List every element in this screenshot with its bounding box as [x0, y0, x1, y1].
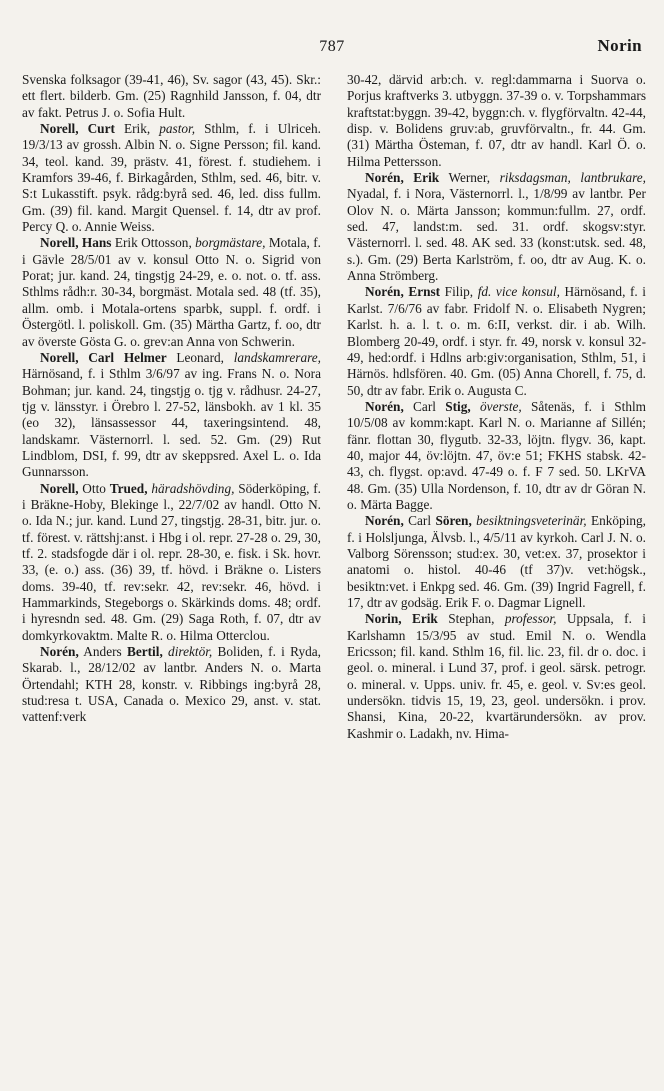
entry-headword: Stig, [445, 398, 471, 414]
page-number: 787 [319, 38, 345, 55]
entry-body-text: Härnösand, f. i Karlst. 7/6/76 av fabr. Fridolf N. o. Elisabeth Nygren; Karlst. h. a. l. t. o. m. 6:II, verkst. dir. i ab. Wilh. Blomberg 20-49, ordf. i styr. fr. 49, norsk v. konsul 32-49, hed:ordf. i Hdlns arb:giv:organisation, Sthlm, 51, i Härnös. hdlsfören. 40. Gm. (05) Anna Chorell, f. 75, d. 50, dtr av fabr. Erik o. Augusta C. [347, 284, 646, 398]
entry-headword: Norell, Curt [40, 121, 115, 137]
dictionary-entry [347, 284, 646, 398]
dictionary-entry [22, 235, 321, 349]
dictionary-entry [22, 121, 321, 235]
entry-headword: Norén, [365, 513, 404, 529]
entry-headword: Norell, Hans [40, 235, 112, 251]
dictionary-entry [347, 611, 646, 742]
entry-headword: Sören, [435, 513, 472, 529]
entry-headword: Norell, [40, 480, 79, 496]
entry-body-text: Carl [403, 398, 446, 414]
entry-headword: Norén, Ernst [365, 284, 441, 300]
column-left [22, 72, 321, 742]
entry-body-text: Enköping, f. i Holsljunga, Älvsb. l., 4/5/11 av kyrkoh. Carl J. N. o. Valborg Sörensson; stud:ex. 30, vet:ex. 37, prosektor i anatomi o. histol. 40-46 (tf 37)v. vet:högsk., besiktn:vet. i Enkpg sed. 46. Gm. (39) Ingrid Fagrell, f. 17, dtr av godsäg. Erik F. o. Dagmar Lignell. [347, 513, 647, 610]
entry-body-text: Otto [78, 480, 110, 496]
dictionary-entry [22, 644, 321, 726]
dictionary-entry [22, 481, 321, 644]
entry-profession: landskamrerare, [233, 349, 321, 365]
entry-headword: Norin, Erik [365, 611, 438, 627]
entry-body-text: Anders [78, 644, 127, 660]
entry-body-text: Stephan, [437, 611, 505, 627]
entry-body-text: Nyadal, f. i Nora, Västernorrl. l., 1/8/99 av lantbr. Per Olov N. o. Märta Jansson; kommun:fullm. 27, ordf. sed. 47, landst:m. sed. 31. ordf. skogsv:styr. Västernorrl. l. sed. 48. AK sed. 33 (konst:utsk. sed. 48, s.). Gm. (29) Berta Karlström, f. oo, dtr av Aug. K. o. Anna Strömberg. [347, 186, 646, 284]
entry-headword: Bertil, [126, 644, 163, 660]
entry-body-text: Carl [403, 513, 436, 529]
dictionary-entry [347, 72, 646, 170]
entry-body-text: Erik Ottosson, [111, 235, 196, 251]
entry-body-text: Söderköping, f. i Bräkne-Hoby, Blekinge l., 22/7/02 av handl. Otto N. o. Ida N.; jur. kand. Lund 27, tingstjg. 28-31, bitr. jur. o. tf. förest. v. rättshj:anst. i Hbg i ol. repr. 27-28 o. 29, 30, tf. 2. stadsfogde där i ol. repr. 28-30, e. fisk. i Sk. hovr. 33, (e. o.) ass. (36) 39, tf. hövd. i Bräkne o. Listers doms. 39-40, tf. rev:sekr. 42, rev:sekr. 46, hövd. i Hammarkinds, Stegeborgs o. Skärkinds doms. 48; ordf. i hyresndn sed. 48. Gm. (29) Saga Roth, f. 07, dtr av domkyrkovaktm. Malte R. o. Hilma Otterclou. [22, 480, 321, 643]
entry-profession: borgmästare, [195, 235, 266, 251]
entry-body-text: Leonard, [166, 349, 234, 365]
text-columns [22, 72, 646, 742]
entry-body-text: 30-42, därvid arb:ch. v. regl:dammarna i Suorva o. Porjus kraftverks 3. utbyggn. 37-39 o. v. Torpshammars kraftstat:byggn. 39-42, byggn:ch. v. flygförvaltn. 42-44, disp. v. Bolidens gruv:ab, gruvförvaltn., fr. 44. Gm. (31) Märtha Östeman, f. 07, dtr av handl. Karl Ö. o. Hilma Pettersson. [347, 72, 646, 169]
entry-profession: fd. vice konsul, [477, 284, 560, 300]
dictionary-entry [22, 350, 321, 481]
entry-profession: besiktningsveterinär, [476, 513, 587, 529]
entry-headword: Norén, [365, 398, 404, 414]
entry-headword: Trued, [109, 480, 148, 496]
dictionary-entry [347, 513, 646, 611]
entry-body-text: Såtenäs, f. i Sthlm 10/5/08 av komm:kapt. Karl N. o. Marianne af Sillén; fänr. flottan 30, flygutb. 32-33, löjtn. flygv. 36, kapt. 40, major 44, öv:löjtn. 47, öv:e 51; FKHS stabsk. 42-43, ch. flygst. op:avd. 47-49 o. f. F 7 sed. 50. LKrVA 48. Gm. (35) Ulla Nordenson, f. 10, dtr av dr Göran N. o. Märta Bagge. [347, 398, 647, 512]
entry-profession: professor, [504, 611, 557, 627]
entry-profession: riksdagsman, lantbrukare, [499, 170, 647, 186]
dictionary-entry [347, 170, 646, 284]
dictionary-entry [347, 399, 646, 513]
entry-body-text: Uppsala, f. i Karlshamn 15/3/95 av stud. Emil N. o. Wendla Ericsson; fil. kand. Sthlm 16, fil. lic. 23, fil. dr o. doc. i geol. o. mineral. i Lund 37, prof. i geol. särsk. petrogr. o. mineral. v. Upps. univ. fr. 45, e. geol. v. Sv:es geol. undersökn. tidvis 15, 19, 23, geol. undersökn. i prov. Shansi, Kina, 20-22, kvartärundersökn. av prov. Kashmir o. Ladakh, nv. Hima- [347, 611, 646, 741]
entry-profession: häradshövding, [151, 480, 235, 496]
entry-body-text: Sthlm, f. i Ulriceh. 19/3/13 av grossh. Albin N. o. Signe Persson; fil. kand. 34, teol. kand. 39, prästv. 41, förest. f. studiehem. i Kramfors 39-46, f. Birkagården, Sthlm, sed. 46, bitr. v. S:t Lukasstift. psyk. rådg:byrå sed. 46, led. diss fullm. Gm. (39) fil. kand. Margit Quensel. f. 14, dtr av prof. Percy Q. o. Annie Weiss. [22, 121, 321, 235]
column-right [347, 72, 646, 742]
entry-profession: direktör, [168, 644, 213, 660]
entry-headword: Norell, Carl Helmer [40, 349, 167, 365]
entry-profession: pastor, [159, 121, 196, 137]
entry-headword: Norén, [40, 644, 79, 660]
entry-body-text: Svenska folksagor (39-41, 46), Sv. sagor (43, 45). Skr.: ett flert. bilderb. Gm. (25) Ragnhild Jansson, f. 04, dtr av fakt. Petrus J. o. Sofia Hult. [22, 72, 321, 120]
entry-body-text: Filip, [440, 284, 478, 300]
running-head: Norin [597, 36, 642, 55]
entry-body-text: Härnösand, f. i Sthlm 3/6/97 av ing. Frans N. o. Nora Bohman; jur. kand. 24, tingstjg o. tjg v. rådhusr. 24-27, tjg v. länsstyr. i Örebro l. 27-52, länsbokh. av 1 kl. 35 (eo 32), länsassessor 44, taxeringsintend. 48, landskamr. Västernorrl. l. sed. 52. Gm. (29) Rut Lindblom, DSI, f. 99, dtr av skeppsred. Axel L. o. Ida Gunnarsson. [22, 366, 321, 480]
entry-body-text [471, 399, 480, 414]
entry-profession: överste, [480, 398, 522, 414]
entry-body-text: Werner, [439, 170, 500, 186]
entry-body-text: Erik, [114, 121, 160, 137]
entry-body-text: Motala, f. i Gävle 28/5/01 av v. konsul Otto N. o. Sigrid von Porat; jur. kand. 24, tingstjg 24-29, e. o. not. o. tf. ass. Sthlms rådh:r. 30-34, borgmäst. Motala sed. 48 (tf. 35), allm. omb. i Motala-ortens sparbk, suppl. f. ordf. i Östergötl. l. poliskoll. Gm. (35) Märtha Gartz, f. oo, dtr av överste Gösta G. o. grev:an Anna von Schwerin. [22, 235, 321, 349]
dictionary-entry [22, 72, 321, 121]
page-header [22, 38, 642, 60]
entry-headword: Norén, Erik [365, 170, 440, 186]
entry-body-text: Boliden, f. i Ryda, Skarab. l., 28/12/02 av lantbr. Anders N. o. Marta Örtendahl; KTH 28, konstr. v. Ribbings ing:byrå 28, stud:resa t. USA, Canada o. Mexico 29, anst. v. stat. vattenf:verk [22, 644, 321, 725]
